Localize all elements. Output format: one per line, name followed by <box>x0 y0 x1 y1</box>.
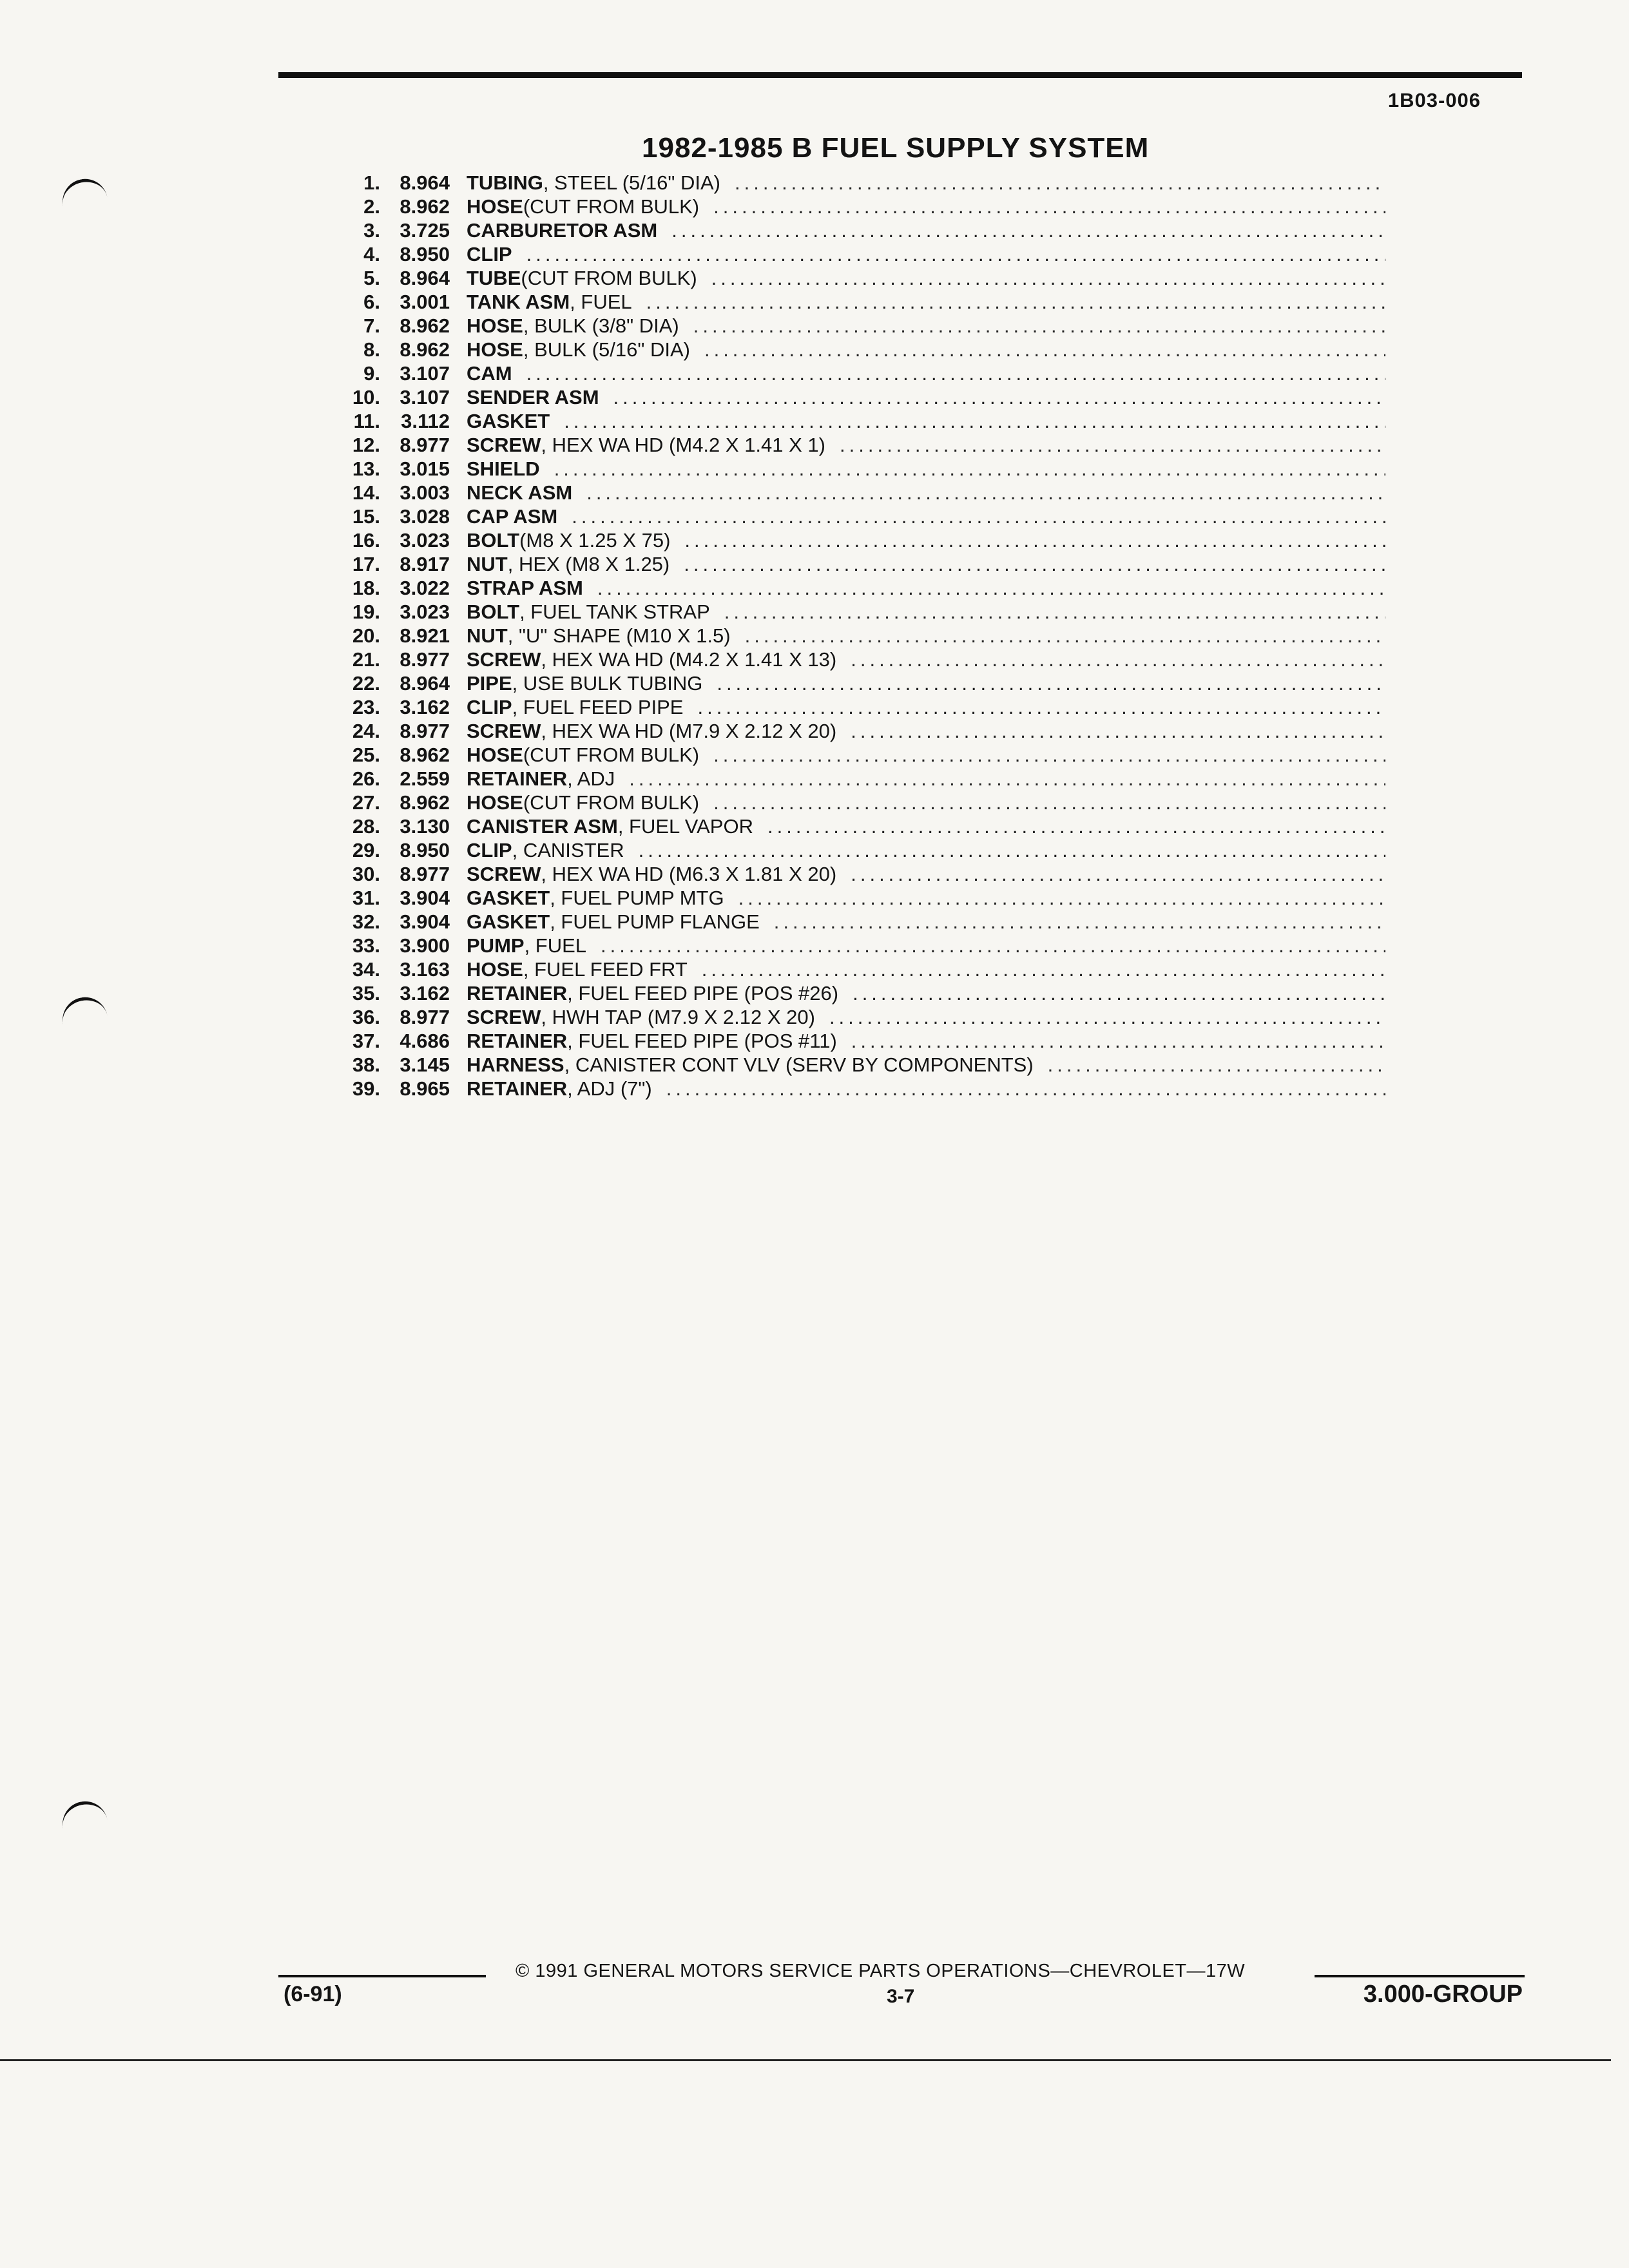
part-description <box>467 744 1385 767</box>
dot-leader <box>829 1006 1385 1029</box>
part-name: TANK ASM <box>467 291 570 313</box>
part-description <box>467 529 1385 552</box>
part-number: 21. <box>352 648 380 671</box>
binder-hole-mark-top <box>59 175 110 215</box>
dot-leader <box>713 744 1385 767</box>
binder-hole-mark-middle <box>59 993 110 1033</box>
part-group-code: 3.015 <box>400 457 450 480</box>
copyright-notice: © 1991 GENERAL MOTORS SERVICE PARTS OPERATIONS—CHEVROLET—17W <box>516 1961 1246 1981</box>
part-description <box>467 553 1385 576</box>
part-description <box>467 1053 1385 1077</box>
part-description <box>467 767 1385 791</box>
part-description <box>467 171 1385 195</box>
part-description <box>467 577 1385 600</box>
part-description <box>467 386 1385 409</box>
part-name: TUBING <box>467 171 543 194</box>
part-row <box>342 338 1385 362</box>
part-detail: , HEX WA HD (M7.9 X 2.12 X 20) <box>541 720 837 742</box>
dot-leader <box>671 219 1385 242</box>
dot-leader <box>601 934 1385 957</box>
part-description <box>467 1030 1385 1053</box>
part-detail: , FUEL VAPOR <box>617 815 753 838</box>
dot-leader <box>554 457 1385 481</box>
part-group-code: 3.163 <box>400 958 450 981</box>
part-name: TUBE <box>467 267 521 289</box>
part-number: 14. <box>352 481 380 504</box>
dot-leader <box>851 1030 1385 1053</box>
part-group-code: 3.023 <box>400 529 450 552</box>
part-group-code: 8.965 <box>400 1077 450 1100</box>
part-detail: , BULK (3/8" DIA) <box>523 314 679 337</box>
binder-hole-mark-bottom <box>59 1797 110 1837</box>
part-group-code: 3.725 <box>400 219 450 242</box>
part-name: SCREW <box>467 720 541 742</box>
dot-leader <box>597 577 1385 600</box>
part-number: 8. <box>363 338 380 361</box>
part-group-code: 3.107 <box>400 362 450 385</box>
part-name: RETAINER <box>467 982 568 1004</box>
part-row <box>342 1077 1385 1101</box>
part-detail: , HWH TAP (M7.9 X 2.12 X 20) <box>541 1006 815 1028</box>
part-description <box>467 720 1385 743</box>
part-number: 3. <box>363 219 380 242</box>
dot-leader <box>853 982 1385 1005</box>
part-row <box>342 672 1385 696</box>
part-detail: (CUT FROM BULK) <box>523 791 700 814</box>
part-group-code: 4.686 <box>400 1030 450 1052</box>
part-number: 30. <box>352 863 380 885</box>
part-description <box>467 505 1385 528</box>
part-description <box>467 648 1385 671</box>
part-group-code: 8.977 <box>400 1006 450 1028</box>
page-title: 1982-1985 B FUEL SUPPLY SYSTEM <box>642 132 1150 164</box>
part-description <box>467 314 1385 338</box>
part-name: RETAINER <box>467 767 568 790</box>
part-detail: , "U" SHAPE (M10 X 1.5) <box>507 624 731 647</box>
part-row <box>342 958 1385 982</box>
dot-leader <box>1048 1053 1385 1077</box>
part-number: 1. <box>363 171 380 194</box>
part-description <box>467 696 1385 719</box>
part-number: 31. <box>352 887 380 909</box>
part-detail: , CANISTER CONT VLV (SERV BY COMPONENTS) <box>564 1053 1034 1076</box>
part-row <box>342 1030 1385 1053</box>
part-detail: (M8 X 1.25 X 75) <box>519 529 671 552</box>
part-group-code: 8.964 <box>400 267 450 289</box>
part-group-code: 3.001 <box>400 291 450 313</box>
part-row <box>342 934 1385 958</box>
part-detail: , STEEL (5/16" DIA) <box>543 171 720 194</box>
part-group-code: 3.003 <box>400 481 450 504</box>
part-detail: , FUEL FEED PIPE <box>512 696 684 718</box>
part-name: CLIP <box>467 696 512 718</box>
part-number: 7. <box>363 314 380 337</box>
part-row <box>342 887 1385 910</box>
part-detail: , BULK (5/16" DIA) <box>523 338 690 361</box>
dot-leader <box>564 410 1385 433</box>
part-group-code: 8.962 <box>400 744 450 766</box>
part-name: SENDER ASM <box>467 386 599 408</box>
part-detail: (CUT FROM BULK) <box>523 744 700 766</box>
dot-leader <box>851 863 1385 886</box>
part-name: CAM <box>467 362 512 385</box>
part-detail: , ADJ (7") <box>567 1077 652 1100</box>
revision-date: (6-91) <box>284 1982 342 2006</box>
part-name: GASKET <box>467 887 550 909</box>
part-detail: (CUT FROM BULK) <box>523 195 700 218</box>
part-number: 29. <box>352 839 380 861</box>
dot-leader <box>629 767 1385 791</box>
part-description <box>467 267 1385 290</box>
part-group-code: 8.977 <box>400 720 450 742</box>
part-detail: , FUEL PUMP FLANGE <box>550 910 760 933</box>
part-name: PIPE <box>467 672 512 695</box>
part-row <box>342 171 1385 195</box>
part-row <box>342 505 1385 529</box>
part-number: 39. <box>352 1077 380 1100</box>
part-number: 27. <box>352 791 380 814</box>
part-group-code: 2.559 <box>400 767 450 790</box>
group-label: 3.000-GROUP <box>1363 1981 1523 2008</box>
part-row <box>342 291 1385 314</box>
dot-leader <box>851 648 1385 671</box>
part-detail: , FUEL FEED PIPE (POS #26) <box>567 982 839 1004</box>
part-detail: , FUEL FEED PIPE (POS #11) <box>567 1030 837 1052</box>
part-description <box>467 219 1385 242</box>
part-row <box>342 577 1385 601</box>
part-detail: , HEX WA HD (M6.3 X 1.81 X 20) <box>541 863 837 885</box>
part-number: 6. <box>363 291 380 313</box>
part-group-code: 8.977 <box>400 863 450 885</box>
part-group-code: 3.028 <box>400 505 450 528</box>
dot-leader <box>702 958 1385 981</box>
part-name: CLIP <box>467 839 512 861</box>
part-row <box>342 219 1385 243</box>
part-number: 18. <box>352 577 380 599</box>
document-code: 1B03-006 <box>1387 89 1481 111</box>
dot-leader <box>639 839 1385 862</box>
part-group-code: 8.962 <box>400 195 450 218</box>
part-detail: , FUEL FEED FRT <box>523 958 688 981</box>
part-description <box>467 934 1385 957</box>
dot-leader <box>613 386 1385 409</box>
part-group-code: 3.904 <box>400 910 450 933</box>
part-group-code: 8.962 <box>400 314 450 337</box>
part-row <box>342 767 1385 791</box>
part-description <box>467 958 1385 981</box>
dot-leader <box>586 481 1385 505</box>
part-name: NUT <box>467 553 508 575</box>
part-row <box>342 720 1385 744</box>
part-row <box>342 863 1385 887</box>
part-name: BOLT <box>467 601 520 623</box>
part-description <box>467 791 1385 814</box>
part-description <box>467 815 1385 838</box>
part-name: STRAP ASM <box>467 577 583 599</box>
part-group-code: 3.107 <box>400 386 450 408</box>
part-group-code: 8.921 <box>400 624 450 647</box>
part-row <box>342 1006 1385 1030</box>
part-row <box>342 529 1385 553</box>
part-name: GASKET <box>467 410 550 432</box>
dot-leader <box>767 815 1385 838</box>
part-row <box>342 314 1385 338</box>
part-detail: , FUEL PUMP MTG <box>550 887 724 909</box>
part-number: 37. <box>352 1030 380 1052</box>
part-name: CANISTER ASM <box>467 815 618 838</box>
dot-leader <box>713 195 1385 218</box>
dot-leader <box>526 362 1385 385</box>
part-number: 2. <box>363 195 380 218</box>
part-group-code: 8.964 <box>400 171 450 194</box>
part-number: 5. <box>363 267 380 289</box>
part-number: 19. <box>352 601 380 623</box>
bottom-rule <box>0 2059 1611 2061</box>
parts-list <box>342 171 1385 1101</box>
part-group-code: 8.962 <box>400 791 450 814</box>
part-description <box>467 1006 1385 1029</box>
dot-leader <box>646 291 1385 314</box>
part-name: BOLT <box>467 529 520 552</box>
part-number: 38. <box>352 1053 380 1076</box>
dot-leader <box>666 1077 1385 1100</box>
part-name: RETAINER <box>467 1077 568 1100</box>
part-detail: , HEX WA HD (M4.2 X 1.41 X 1) <box>541 434 825 456</box>
part-description <box>467 481 1385 505</box>
part-group-code: 3.130 <box>400 815 450 838</box>
dot-leader <box>526 243 1385 266</box>
part-row <box>342 410 1385 434</box>
part-name: CAP ASM <box>467 505 558 528</box>
dot-leader <box>711 267 1385 290</box>
part-number: 16. <box>352 529 380 552</box>
footer-rule-left <box>278 1975 486 1977</box>
part-name: SCREW <box>467 434 541 456</box>
part-description <box>467 410 1385 433</box>
part-group-code: 3.145 <box>400 1053 450 1076</box>
part-row <box>342 481 1385 505</box>
part-group-code: 3.023 <box>400 601 450 623</box>
dot-leader <box>724 601 1385 624</box>
dot-leader <box>713 791 1385 814</box>
part-description <box>467 291 1385 314</box>
part-number: 11. <box>353 410 380 432</box>
part-name: CLIP <box>467 243 512 265</box>
part-group-code: 3.022 <box>400 577 450 599</box>
part-group-code: 8.977 <box>400 434 450 456</box>
part-row <box>342 1053 1385 1077</box>
part-group-code: 8.964 <box>400 672 450 695</box>
part-group-code: 8.950 <box>400 839 450 861</box>
part-description <box>467 243 1385 266</box>
part-detail: , HEX (M8 X 1.25) <box>507 553 670 575</box>
part-number: 17. <box>352 553 380 575</box>
part-number: 32. <box>352 910 380 933</box>
part-number: 20. <box>352 624 380 647</box>
part-detail: , FUEL <box>524 934 587 957</box>
part-name: NUT <box>467 624 508 647</box>
part-row <box>342 982 1385 1006</box>
part-row <box>342 362 1385 386</box>
part-name: HOSE <box>467 338 523 361</box>
part-row <box>342 601 1385 624</box>
top-rule <box>278 72 1522 78</box>
dot-leader <box>684 529 1385 552</box>
part-number: 35. <box>352 982 380 1004</box>
part-description <box>467 1077 1385 1100</box>
part-row <box>342 386 1385 410</box>
part-number: 28. <box>352 815 380 838</box>
part-name: HOSE <box>467 791 523 814</box>
part-group-code: 3.162 <box>400 982 450 1004</box>
part-row <box>342 744 1385 767</box>
part-detail: , FUEL TANK STRAP <box>519 601 710 623</box>
dot-leader <box>693 314 1385 338</box>
part-name: HOSE <box>467 314 523 337</box>
part-name: NECK ASM <box>467 481 573 504</box>
part-row <box>342 267 1385 291</box>
part-description <box>467 362 1385 385</box>
part-name: HOSE <box>467 958 523 981</box>
part-row <box>342 624 1385 648</box>
part-group-code: 3.900 <box>400 934 450 957</box>
part-description <box>467 601 1385 624</box>
dot-leader <box>738 887 1385 910</box>
part-row <box>342 791 1385 815</box>
part-number: 9. <box>363 362 380 385</box>
part-group-code: 3.112 <box>401 410 450 432</box>
part-number: 25. <box>352 744 380 766</box>
part-description <box>467 839 1385 862</box>
part-description <box>467 195 1385 218</box>
part-name: HOSE <box>467 195 523 218</box>
part-row <box>342 434 1385 457</box>
part-number: 36. <box>352 1006 380 1028</box>
part-description <box>467 863 1385 886</box>
dot-leader <box>698 696 1386 719</box>
dot-leader <box>717 672 1385 695</box>
dot-leader <box>735 171 1385 195</box>
dot-leader <box>851 720 1385 743</box>
part-number: 22. <box>352 672 380 695</box>
part-description <box>467 338 1385 361</box>
part-group-code: 8.962 <box>400 338 450 361</box>
part-description <box>467 434 1385 457</box>
dot-leader <box>745 624 1385 648</box>
part-name: SCREW <box>467 1006 541 1028</box>
dot-leader <box>774 910 1385 934</box>
part-detail: , CANISTER <box>512 839 624 861</box>
dot-leader <box>704 338 1385 361</box>
part-row <box>342 243 1385 267</box>
part-name: HOSE <box>467 744 523 766</box>
part-name: PUMP <box>467 934 525 957</box>
part-number: 24. <box>352 720 380 742</box>
part-detail: , USE BULK TUBING <box>512 672 703 695</box>
part-number: 34. <box>352 958 380 981</box>
dot-leader <box>684 553 1385 576</box>
part-number: 23. <box>352 696 380 718</box>
part-number: 15. <box>352 505 380 528</box>
part-group-code: 8.950 <box>400 243 450 265</box>
dot-leader <box>572 505 1385 528</box>
part-group-code: 3.904 <box>400 887 450 909</box>
dot-leader <box>840 434 1385 457</box>
part-description <box>467 672 1385 695</box>
part-description <box>467 887 1385 910</box>
part-number: 13. <box>352 457 380 480</box>
part-number: 10. <box>352 386 380 408</box>
part-name: SCREW <box>467 863 541 885</box>
part-row <box>342 910 1385 934</box>
part-number: 12. <box>352 434 380 456</box>
part-name: RETAINER <box>467 1030 568 1052</box>
part-detail: (CUT FROM BULK) <box>521 267 697 289</box>
part-row <box>342 648 1385 672</box>
part-row <box>342 195 1385 219</box>
part-group-code: 8.917 <box>400 553 450 575</box>
page-number: 3-7 <box>887 1986 915 2007</box>
part-row <box>342 457 1385 481</box>
part-number: 26. <box>352 767 380 790</box>
part-row <box>342 815 1385 839</box>
part-group-code: 3.162 <box>400 696 450 718</box>
part-name: HARNESS <box>467 1053 564 1076</box>
part-description <box>467 982 1385 1005</box>
part-name: SHIELD <box>467 457 540 480</box>
part-row <box>342 839 1385 863</box>
part-row <box>342 696 1385 720</box>
part-detail: , HEX WA HD (M4.2 X 1.41 X 13) <box>541 648 837 671</box>
part-detail: , FUEL <box>570 291 632 313</box>
part-name: SCREW <box>467 648 541 671</box>
part-description <box>467 910 1385 934</box>
part-description <box>467 624 1385 648</box>
part-number: 4. <box>363 243 380 265</box>
part-number: 33. <box>352 934 380 957</box>
part-name: CARBURETOR ASM <box>467 219 658 242</box>
part-description <box>467 457 1385 481</box>
part-group-code: 8.977 <box>400 648 450 671</box>
footer-rule-right <box>1315 1975 1525 1977</box>
part-name: GASKET <box>467 910 550 933</box>
part-row <box>342 553 1385 577</box>
part-detail: , ADJ <box>567 767 615 790</box>
